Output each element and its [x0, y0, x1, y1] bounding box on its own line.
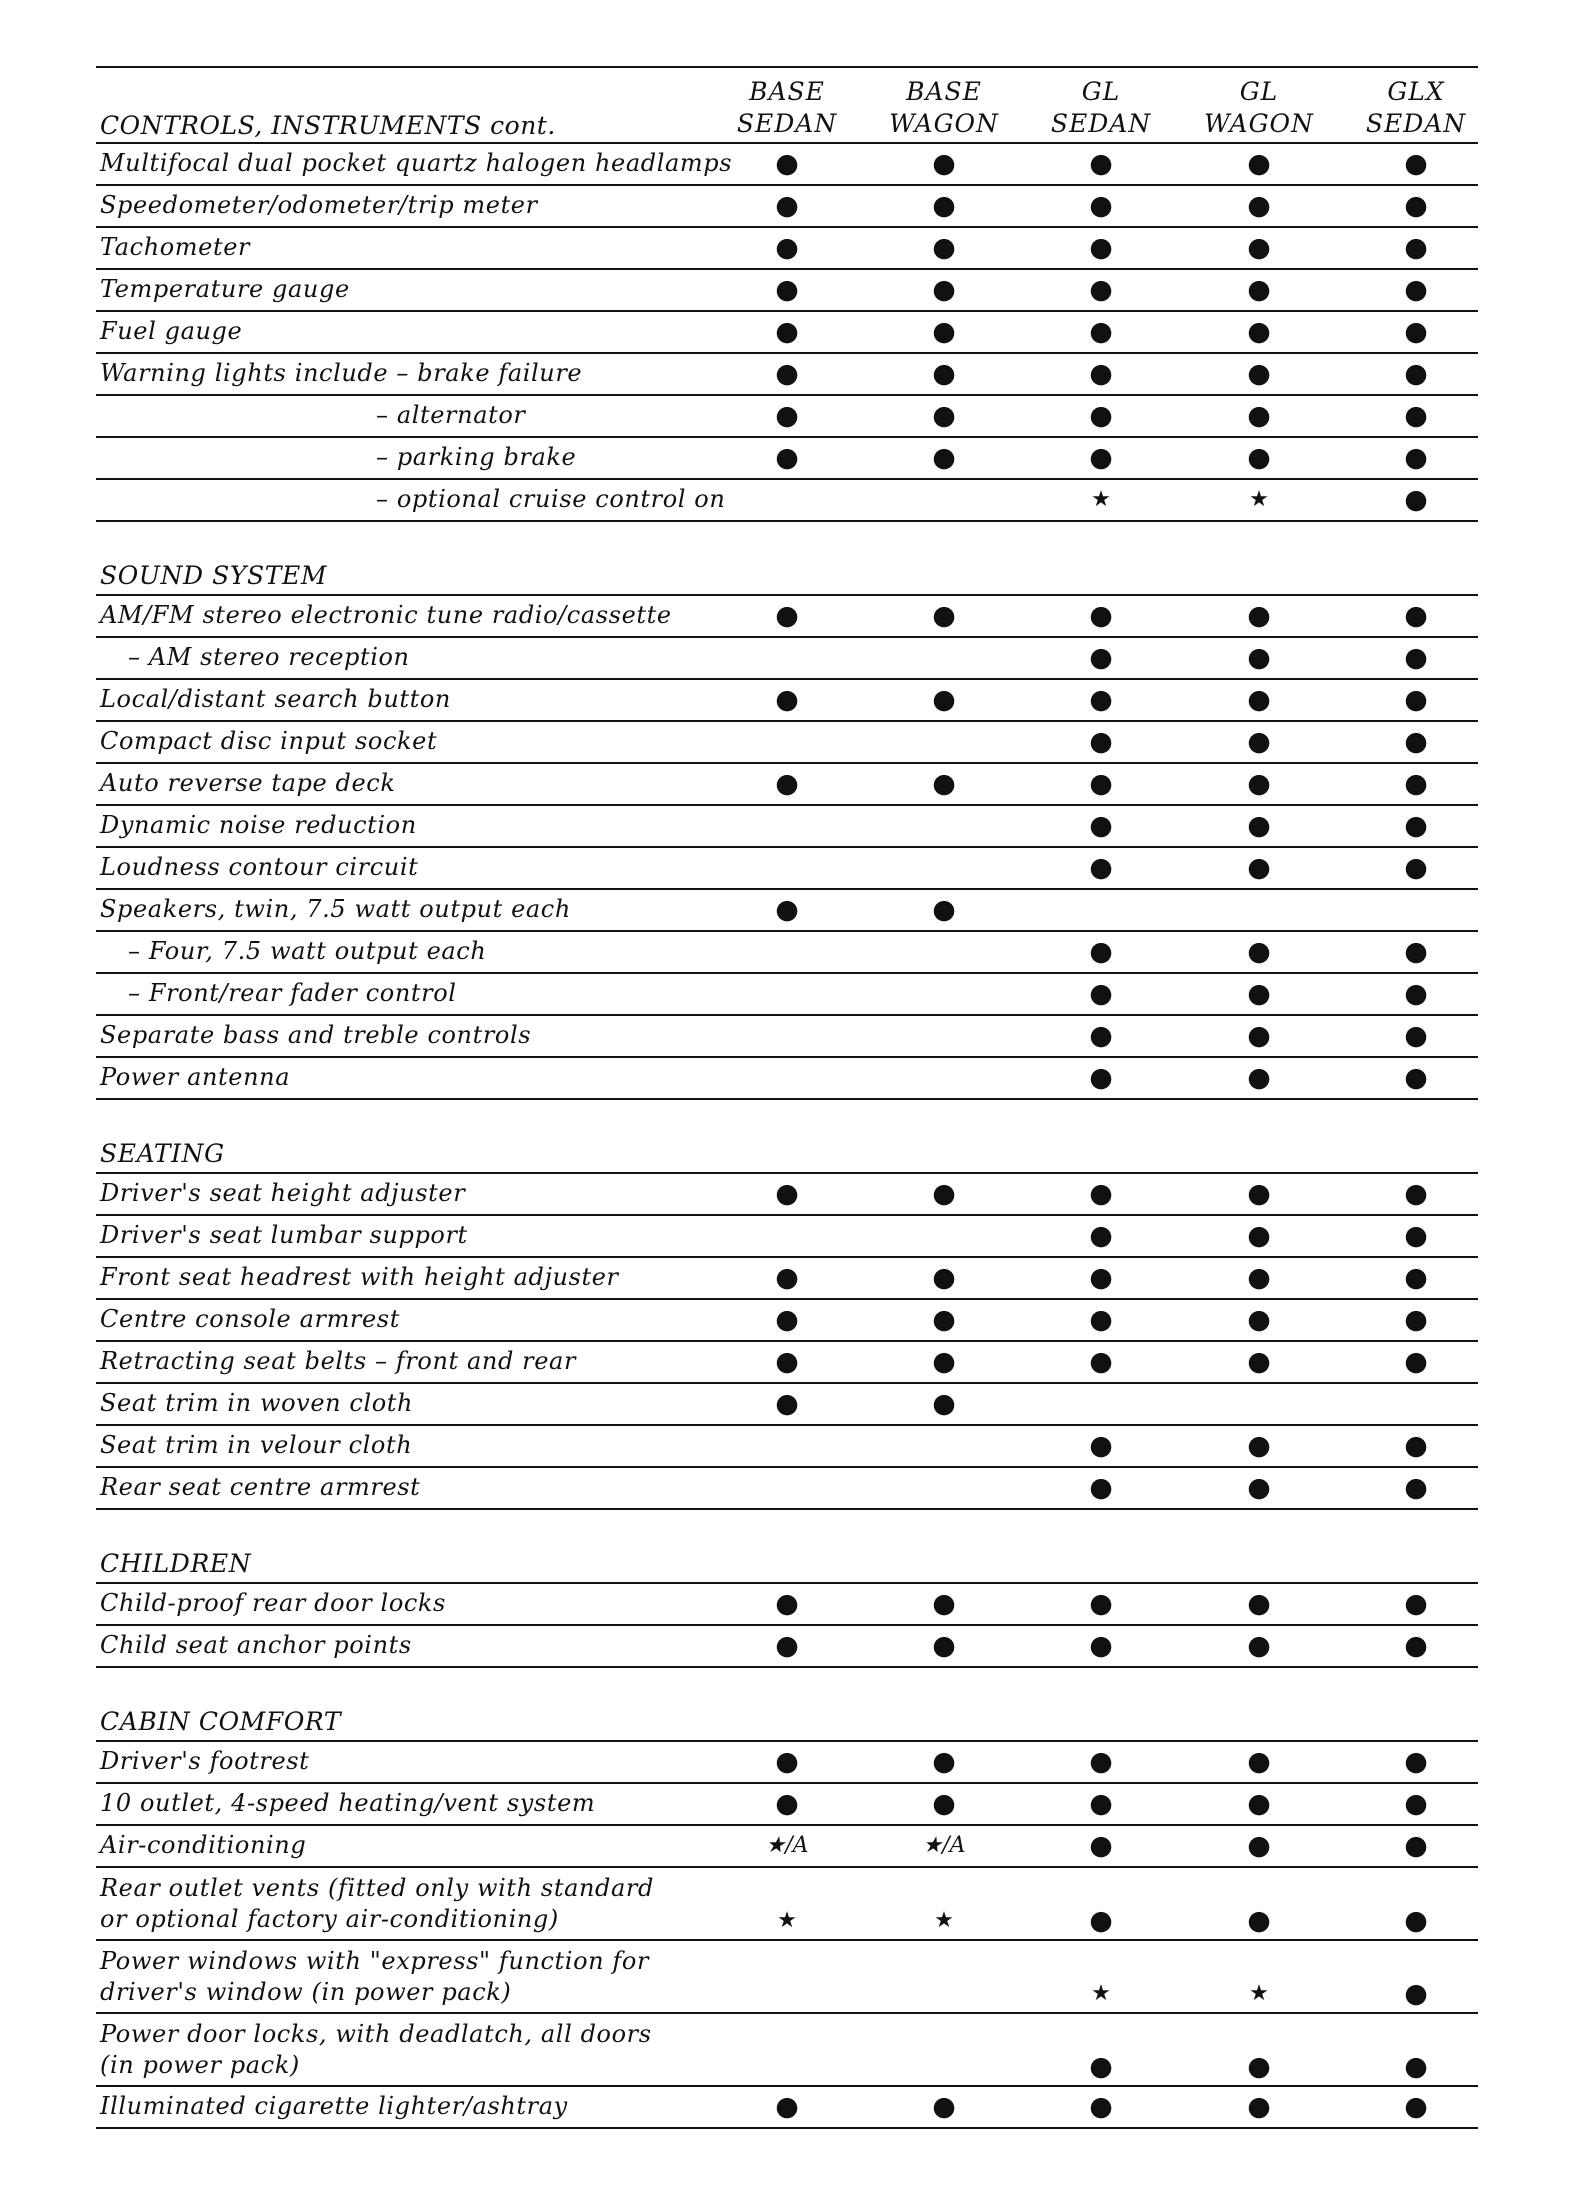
- table-row: [96, 1826, 1478, 1868]
- standard-dot-icon: ●: [932, 1304, 956, 1335]
- row-label: [100, 1304, 400, 1335]
- standard-dot-icon: ●: [1089, 1788, 1113, 1819]
- standard-dot-icon: ●: [932, 442, 956, 473]
- column-header-line1: GL: [1081, 77, 1121, 106]
- row-label: [100, 1178, 465, 1209]
- section-heading: [96, 562, 1478, 596]
- standard-dot-icon: ●: [1404, 642, 1428, 673]
- row-label-line: driver's window (in power pack): [100, 1978, 512, 2006]
- column-header: [1181, 76, 1337, 140]
- standard-dot-icon: ●: [775, 358, 799, 389]
- table-row: [96, 806, 1478, 848]
- standard-dot-icon: ●: [932, 358, 956, 389]
- standard-dot-icon: ●: [1404, 1978, 1428, 2009]
- row-label: [376, 484, 725, 515]
- section-title: CABIN COMFORT: [100, 1707, 342, 1736]
- standard-dot-icon: ●: [1404, 358, 1428, 389]
- standard-dot-icon: ●: [1247, 936, 1271, 967]
- table-row: [96, 228, 1478, 270]
- column-header-line1: BASE: [749, 77, 825, 106]
- column-header: [1338, 76, 1494, 140]
- row-label: [100, 1062, 290, 1093]
- standard-dot-icon: ●: [1089, 400, 1113, 431]
- table-row: [96, 1426, 1478, 1468]
- standard-dot-icon: ●: [1089, 1262, 1113, 1293]
- column-header-line2: WAGON: [1204, 109, 1314, 138]
- row-label: [100, 810, 417, 841]
- standard-dot-icon: ●: [775, 1630, 799, 1661]
- row-label-line: – alternator: [376, 401, 526, 429]
- standard-dot-icon: ●: [1089, 642, 1113, 673]
- standard-dot-icon: ●: [1404, 232, 1428, 263]
- table-row: [96, 1784, 1478, 1826]
- table-row: [96, 186, 1478, 228]
- standard-dot-icon: ●: [1089, 1472, 1113, 1503]
- standard-dot-icon: ●: [1404, 1220, 1428, 1251]
- standard-dot-icon: ●: [775, 684, 799, 715]
- standard-dot-icon: ●: [1247, 978, 1271, 1009]
- standard-dot-icon: ●: [1089, 1430, 1113, 1461]
- table-row: [96, 974, 1478, 1016]
- standard-dot-icon: ●: [1089, 1220, 1113, 1251]
- standard-dot-icon: ●: [1247, 190, 1271, 221]
- row-label: [100, 1262, 619, 1293]
- table-row: [96, 722, 1478, 764]
- row-label: [100, 1388, 413, 1419]
- standard-dot-icon: ●: [1247, 768, 1271, 799]
- row-label: [100, 316, 242, 347]
- row-label-line: Retracting seat belts – front and rear: [100, 1347, 577, 1375]
- column-header-line1: GL: [1239, 77, 1279, 106]
- row-label-line: – Four, 7.5 watt output each: [128, 937, 487, 965]
- standard-dot-icon: ●: [932, 1178, 956, 1209]
- standard-dot-icon: ●: [932, 316, 956, 347]
- row-label-line: Driver's seat lumbar support: [100, 1221, 468, 1249]
- row-label: [100, 1020, 531, 1051]
- standard-dot-icon: ●: [1247, 1630, 1271, 1661]
- standard-dot-icon: ●: [1247, 726, 1271, 757]
- standard-dot-icon: ●: [1089, 190, 1113, 221]
- standard-dot-icon: ●: [1089, 810, 1113, 841]
- standard-dot-icon: ●: [1247, 1746, 1271, 1777]
- standard-dot-icon: ●: [1404, 936, 1428, 967]
- standard-dot-icon: ●: [1247, 642, 1271, 673]
- row-label: [100, 148, 732, 179]
- standard-dot-icon: ●: [932, 1630, 956, 1661]
- standard-dot-icon: ●: [775, 400, 799, 431]
- table-row: [96, 438, 1478, 480]
- standard-dot-icon: ●: [1404, 442, 1428, 473]
- table-row: [96, 1626, 1478, 1668]
- table-row: [96, 396, 1478, 438]
- row-label-line: Air-conditioning: [100, 1831, 307, 1859]
- table-row: [96, 890, 1478, 932]
- standard-dot-icon: ●: [1089, 1346, 1113, 1377]
- standard-dot-icon: ●: [1089, 1304, 1113, 1335]
- standard-dot-icon: ●: [1089, 358, 1113, 389]
- standard-dot-icon: ●: [1404, 1830, 1428, 1861]
- standard-dot-icon: ●: [932, 148, 956, 179]
- table-row: [96, 354, 1478, 396]
- row-label: [100, 1472, 420, 1503]
- standard-dot-icon: ●: [1404, 1304, 1428, 1335]
- section-heading: [96, 1140, 1478, 1174]
- standard-dot-icon: ●: [1089, 1830, 1113, 1861]
- table-row: [96, 144, 1478, 186]
- standard-dot-icon: ●: [1089, 442, 1113, 473]
- standard-dot-icon: ●: [1089, 274, 1113, 305]
- standard-dot-icon: ●: [775, 148, 799, 179]
- row-label-line: Power antenna: [100, 1063, 291, 1091]
- row-label: [100, 894, 571, 925]
- standard-dot-icon: ●: [932, 1388, 956, 1419]
- row-label: [100, 1346, 576, 1377]
- column-header: [1023, 76, 1179, 140]
- row-label: [100, 358, 582, 389]
- standard-dot-icon: ●: [1247, 1020, 1271, 1051]
- standard-dot-icon: ●: [1404, 726, 1428, 757]
- standard-dot-icon: ●: [1247, 232, 1271, 263]
- table-row: [96, 680, 1478, 722]
- standard-dot-icon: ●: [775, 1178, 799, 1209]
- standard-dot-icon: ●: [1089, 684, 1113, 715]
- row-label-line: Power windows with "express" function for: [100, 1947, 650, 1975]
- row-label-line: Child seat anchor points: [100, 1631, 412, 1659]
- table-row: [96, 1300, 1478, 1342]
- row-label: [100, 726, 437, 757]
- row-label: [100, 1630, 412, 1661]
- table-row: [96, 2087, 1478, 2129]
- standard-dot-icon: ●: [1247, 2051, 1271, 2082]
- standard-dot-icon: ●: [1247, 810, 1271, 841]
- standard-dot-icon: ●: [775, 894, 799, 925]
- table-row: [96, 1174, 1478, 1216]
- row-label-line: Temperature gauge: [100, 275, 350, 303]
- standard-dot-icon: ●: [1089, 1746, 1113, 1777]
- table-row: [96, 1258, 1478, 1300]
- row-label-line: Front seat headrest with height adjuster: [100, 1263, 619, 1291]
- row-label: [100, 2019, 652, 2081]
- row-label: [100, 852, 418, 883]
- standard-dot-icon: ●: [1404, 190, 1428, 221]
- table-row: [96, 596, 1478, 638]
- standard-dot-icon: ●: [775, 1588, 799, 1619]
- optional-star-icon: ★: [1091, 1981, 1111, 2006]
- row-label: [100, 274, 350, 305]
- row-label-line: Seat trim in velour cloth: [100, 1431, 413, 1459]
- row-label-line: – Front/rear fader control: [128, 979, 457, 1007]
- row-label: [100, 1220, 468, 1251]
- standard-dot-icon: ●: [1247, 1304, 1271, 1335]
- row-label: [100, 1746, 309, 1777]
- standard-dot-icon: ●: [1404, 810, 1428, 841]
- optional-star-a-icon: ★/A: [922, 1833, 966, 1858]
- row-label-line: Separate bass and treble controls: [100, 1021, 532, 1049]
- row-label-line: Dynamic noise reduction: [100, 811, 417, 839]
- standard-dot-icon: ●: [1404, 1178, 1428, 1209]
- standard-dot-icon: ●: [775, 600, 799, 631]
- standard-dot-icon: ●: [1247, 442, 1271, 473]
- standard-dot-icon: ●: [1247, 1430, 1271, 1461]
- standard-dot-icon: ●: [775, 768, 799, 799]
- standard-dot-icon: ●: [775, 442, 799, 473]
- section-title: SOUND SYSTEM: [100, 561, 328, 590]
- standard-dot-icon: ●: [1089, 852, 1113, 883]
- row-label-line: Rear seat centre armrest: [100, 1473, 421, 1501]
- standard-dot-icon: ●: [1404, 684, 1428, 715]
- row-label-line: Illuminated cigarette lighter/ashtray: [100, 2092, 568, 2120]
- table-row: [96, 1216, 1478, 1258]
- row-label: [100, 190, 538, 221]
- standard-dot-icon: ●: [775, 1388, 799, 1419]
- standard-dot-icon: ●: [1247, 852, 1271, 883]
- row-label: [128, 642, 410, 673]
- row-label-line: Driver's seat height adjuster: [100, 1179, 466, 1207]
- column-header-line2: SEDAN: [736, 109, 838, 138]
- standard-dot-icon: ●: [1247, 1830, 1271, 1861]
- standard-dot-icon: ●: [1404, 1020, 1428, 1051]
- column-header-line1: BASE: [906, 77, 982, 106]
- standard-dot-icon: ●: [932, 1788, 956, 1819]
- row-label-line: Driver's footrest: [100, 1747, 310, 1775]
- standard-dot-icon: ●: [932, 894, 956, 925]
- column-header-line2: SEDAN: [1365, 109, 1467, 138]
- standard-dot-icon: ●: [932, 1262, 956, 1293]
- standard-dot-icon: ●: [932, 1746, 956, 1777]
- standard-dot-icon: ●: [1089, 1905, 1113, 1936]
- standard-dot-icon: ●: [1404, 1746, 1428, 1777]
- optional-star-icon: ★: [1249, 1981, 1269, 2006]
- standard-dot-icon: ●: [1404, 1346, 1428, 1377]
- row-label-line: – AM stereo reception: [128, 643, 410, 671]
- standard-dot-icon: ●: [1247, 1588, 1271, 1619]
- standard-dot-icon: ●: [1089, 1020, 1113, 1051]
- standard-dot-icon: ●: [1247, 274, 1271, 305]
- standard-dot-icon: ●: [775, 232, 799, 263]
- table-header: [96, 66, 1478, 144]
- optional-star-icon: ★: [934, 1908, 954, 1933]
- standard-dot-icon: ●: [1247, 1788, 1271, 1819]
- row-label: [100, 600, 672, 631]
- table-row: [96, 1058, 1478, 1100]
- table-row: [96, 1468, 1478, 1510]
- row-label-line: 10 outlet, 4-speed heating/vent system: [100, 1789, 596, 1817]
- standard-dot-icon: ●: [1247, 1346, 1271, 1377]
- column-header-line2: SEDAN: [1050, 109, 1152, 138]
- row-label-line: Power door locks, with deadlatch, all doors: [100, 2020, 652, 2048]
- standard-dot-icon: ●: [775, 190, 799, 221]
- row-label: [100, 2091, 568, 2122]
- standard-dot-icon: ●: [932, 684, 956, 715]
- row-label-line: Loudness contour circuit: [100, 853, 419, 881]
- row-label: [100, 232, 250, 263]
- row-label: [128, 978, 457, 1009]
- standard-dot-icon: ●: [1404, 274, 1428, 305]
- row-label-line: – optional cruise control on: [376, 485, 726, 513]
- spec-table: [96, 66, 1478, 2129]
- row-label: [100, 1873, 654, 1935]
- row-label-line: Fuel gauge: [100, 317, 243, 345]
- row-label-line: Speakers, twin, 7.5 watt output each: [100, 895, 571, 923]
- table-row: [96, 1384, 1478, 1426]
- standard-dot-icon: ●: [932, 274, 956, 305]
- standard-dot-icon: ●: [1089, 600, 1113, 631]
- standard-dot-icon: ●: [1089, 978, 1113, 1009]
- standard-dot-icon: ●: [932, 2091, 956, 2122]
- standard-dot-icon: ●: [1404, 852, 1428, 883]
- row-label: [376, 400, 525, 431]
- optional-star-icon: ★: [1091, 487, 1111, 512]
- standard-dot-icon: ●: [1247, 400, 1271, 431]
- standard-dot-icon: ●: [1404, 768, 1428, 799]
- row-label-line: Auto reverse tape deck: [100, 769, 396, 797]
- row-label-line: Child-proof rear door locks: [100, 1589, 446, 1617]
- standard-dot-icon: ●: [1089, 936, 1113, 967]
- table-row: [96, 1742, 1478, 1784]
- standard-dot-icon: ●: [775, 1346, 799, 1377]
- optional-star-icon: ★: [777, 1908, 797, 1933]
- row-label: [128, 936, 486, 967]
- standard-dot-icon: ●: [1404, 484, 1428, 515]
- standard-dot-icon: ●: [1404, 400, 1428, 431]
- section-heading: [96, 1708, 1478, 1742]
- standard-dot-icon: ●: [775, 1746, 799, 1777]
- standard-dot-icon: ●: [932, 1346, 956, 1377]
- standard-dot-icon: ●: [1404, 1630, 1428, 1661]
- row-label: [100, 1830, 306, 1861]
- standard-dot-icon: ●: [1089, 2051, 1113, 2082]
- row-label: [100, 1588, 446, 1619]
- standard-dot-icon: ●: [1404, 148, 1428, 179]
- row-label: [376, 442, 576, 473]
- table-row: [96, 1342, 1478, 1384]
- standard-dot-icon: ●: [1089, 1630, 1113, 1661]
- table-row: [96, 312, 1478, 354]
- standard-dot-icon: ●: [1089, 1588, 1113, 1619]
- standard-dot-icon: ●: [1247, 316, 1271, 347]
- standard-dot-icon: ●: [1404, 1472, 1428, 1503]
- standard-dot-icon: ●: [1089, 232, 1113, 263]
- row-label-line: Seat trim in woven cloth: [100, 1389, 414, 1417]
- row-label-line: Centre console armrest: [100, 1305, 400, 1333]
- row-label-line: or optional factory air-conditioning): [100, 1905, 559, 1933]
- table-row: [96, 1868, 1478, 1941]
- row-label-line: AM/FM stereo electronic tune radio/cassette: [100, 601, 672, 629]
- standard-dot-icon: ●: [1247, 2091, 1271, 2122]
- standard-dot-icon: ●: [932, 768, 956, 799]
- section-title: CHILDREN: [100, 1549, 252, 1578]
- standard-dot-icon: ●: [1247, 1178, 1271, 1209]
- standard-dot-icon: ●: [1089, 1178, 1113, 1209]
- standard-dot-icon: ●: [1404, 2091, 1428, 2122]
- row-label: [100, 1946, 649, 2008]
- row-label-line: Tachometer: [100, 233, 251, 261]
- row-label-line: (in power pack): [100, 2051, 300, 2079]
- standard-dot-icon: ●: [1247, 1262, 1271, 1293]
- standard-dot-icon: ●: [1089, 2091, 1113, 2122]
- optional-star-icon: ★: [1249, 487, 1269, 512]
- section-heading: [96, 1550, 1478, 1584]
- standard-dot-icon: ●: [775, 1788, 799, 1819]
- table-row: [96, 932, 1478, 974]
- standard-dot-icon: ●: [1089, 1062, 1113, 1093]
- standard-dot-icon: ●: [1404, 1788, 1428, 1819]
- column-header: [866, 76, 1022, 140]
- standard-dot-icon: ●: [1089, 316, 1113, 347]
- row-label-line: Compact disc input socket: [100, 727, 438, 755]
- standard-dot-icon: ●: [1404, 1062, 1428, 1093]
- column-header-line2: WAGON: [889, 109, 999, 138]
- standard-dot-icon: ●: [775, 2091, 799, 2122]
- standard-dot-icon: ●: [1247, 600, 1271, 631]
- row-label-line: Warning lights include – brake failure: [100, 359, 583, 387]
- standard-dot-icon: ●: [1089, 148, 1113, 179]
- standard-dot-icon: ●: [1404, 600, 1428, 631]
- table-row: [96, 764, 1478, 806]
- standard-dot-icon: ●: [1404, 1905, 1428, 1936]
- row-label-line: Rear outlet vents (fitted only with standard: [100, 1874, 654, 1902]
- table-row: [96, 1016, 1478, 1058]
- column-header-line1: GLX: [1387, 77, 1445, 106]
- table-row: [96, 270, 1478, 312]
- standard-dot-icon: ●: [1247, 1220, 1271, 1251]
- standard-dot-icon: ●: [1404, 978, 1428, 1009]
- standard-dot-icon: ●: [932, 232, 956, 263]
- row-label-line: Multifocal dual pocket quartz halogen headlamps: [100, 149, 733, 177]
- row-label-line: – parking brake: [376, 443, 577, 471]
- table-row: [96, 1584, 1478, 1626]
- row-label: [100, 1430, 412, 1461]
- optional-star-a-icon: ★/A: [765, 1833, 809, 1858]
- standard-dot-icon: ●: [775, 316, 799, 347]
- row-label: [100, 768, 395, 799]
- row-label-line: Speedometer/odometer/trip meter: [100, 191, 538, 219]
- standard-dot-icon: ●: [775, 274, 799, 305]
- table-row: [96, 480, 1478, 522]
- row-label: [100, 684, 451, 715]
- standard-dot-icon: ●: [1089, 768, 1113, 799]
- standard-dot-icon: ●: [1247, 1062, 1271, 1093]
- standard-dot-icon: ●: [1247, 148, 1271, 179]
- standard-dot-icon: ●: [1247, 358, 1271, 389]
- standard-dot-icon: ●: [1404, 1588, 1428, 1619]
- standard-dot-icon: ●: [932, 600, 956, 631]
- standard-dot-icon: ●: [1247, 1472, 1271, 1503]
- section-title: CONTROLS, INSTRUMENTS cont.: [100, 111, 556, 140]
- standard-dot-icon: ●: [1404, 1262, 1428, 1293]
- standard-dot-icon: ●: [1404, 316, 1428, 347]
- table-row: [96, 2014, 1478, 2087]
- standard-dot-icon: ●: [1247, 1905, 1271, 1936]
- standard-dot-icon: ●: [1404, 1430, 1428, 1461]
- standard-dot-icon: ●: [932, 190, 956, 221]
- section-title: SEATING: [100, 1139, 225, 1168]
- standard-dot-icon: ●: [775, 1262, 799, 1293]
- standard-dot-icon: ●: [775, 1304, 799, 1335]
- standard-dot-icon: ●: [932, 400, 956, 431]
- table-row: [96, 848, 1478, 890]
- table-row: [96, 638, 1478, 680]
- row-label: [100, 1788, 595, 1819]
- standard-dot-icon: ●: [932, 1588, 956, 1619]
- column-header: [709, 76, 865, 140]
- standard-dot-icon: ●: [1404, 2051, 1428, 2082]
- standard-dot-icon: ●: [1247, 684, 1271, 715]
- row-label-line: Local/distant search button: [100, 685, 451, 713]
- standard-dot-icon: ●: [1089, 726, 1113, 757]
- table-row: [96, 1941, 1478, 2014]
